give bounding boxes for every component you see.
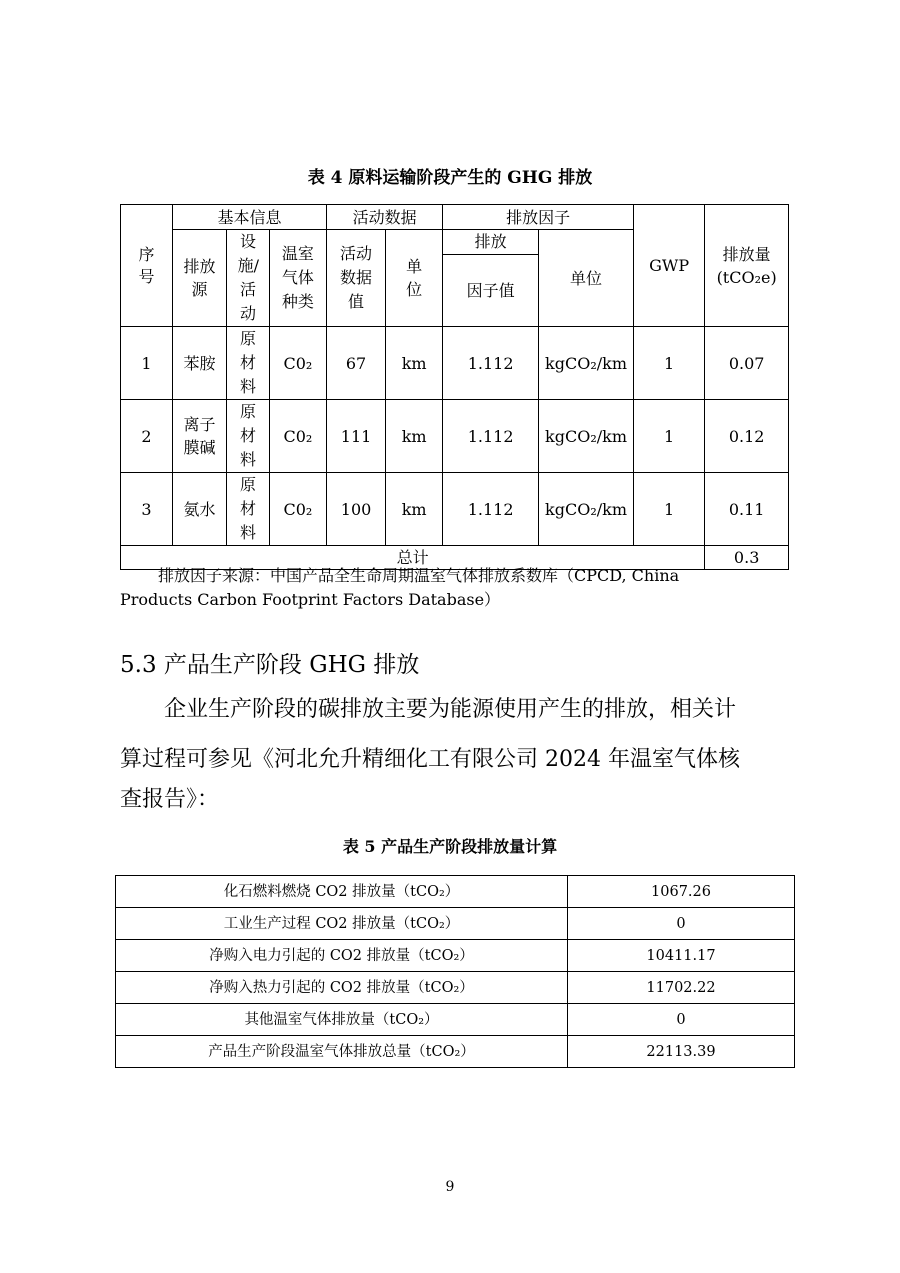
row-source: 氨水 [173, 473, 227, 546]
row-value: 67 [326, 327, 385, 400]
header-seq: 序号 [121, 205, 173, 327]
header-facility: 设施/活动 [227, 230, 270, 327]
page-number: 9 [445, 1179, 455, 1195]
table-row [116, 940, 795, 972]
row-ef: 1.112 [443, 327, 539, 400]
source-note-line1: 排放因子来源：中国产品全生命周期温室气体排放系数库（CPCD, China [158, 566, 680, 585]
row-label: 净购入电力引起的 CO2 排放量（tCO₂） [116, 940, 568, 972]
table-row [121, 400, 789, 473]
row-gas: C0₂ [269, 473, 326, 546]
row-label: 产品生产阶段温室气体排放总量（tCO₂） [116, 1036, 568, 1068]
row-value: 111 [326, 400, 385, 473]
row-label: 工业生产过程 CO2 排放量（tCO₂） [116, 908, 568, 940]
row-gwp: 1 [633, 400, 704, 473]
table-row [121, 327, 789, 400]
row-seq: 1 [121, 327, 173, 400]
paragraph-line1: 企业生产阶段的碳排放主要为能源使用产生的排放，相关计 [164, 697, 737, 722]
row-value: 11702.22 [568, 972, 795, 1004]
table4-caption: 表 4 原料运输阶段产生的 GHG 排放 [307, 168, 593, 188]
header-emission-factor: 排放因子 [443, 205, 634, 230]
row-gwp: 1 [633, 473, 704, 546]
row-value: 22113.39 [568, 1036, 795, 1068]
source-note-line2: Products Carbon Footprint Factors Database） [120, 590, 501, 609]
row-ef-unit: kgCO₂/km [539, 327, 634, 400]
row-value: 10411.17 [568, 940, 795, 972]
row-source: 离子膜碱 [173, 400, 227, 473]
row-seq: 2 [121, 400, 173, 473]
row-unit: km [386, 473, 443, 546]
row-value: 0 [568, 1004, 795, 1036]
row-source: 苯胺 [173, 327, 227, 400]
paragraph-line3: 查报告》： [120, 787, 220, 812]
row-label: 净购入热力引起的 CO2 排放量（tCO₂） [116, 972, 568, 1004]
header-gas: 温室气体种类 [269, 230, 326, 327]
row-facility: 原材料 [227, 400, 270, 473]
transport-emissions-table [120, 204, 789, 570]
header-emissions: 排放量(tCO₂e) [705, 205, 789, 327]
row-unit: km [386, 327, 443, 400]
row-ef-unit: kgCO₂/km [539, 473, 634, 546]
row-facility: 原材料 [227, 473, 270, 546]
row-label: 化石燃料燃烧 CO2 排放量（tCO₂） [116, 876, 568, 908]
row-emissions: 0.07 [705, 327, 789, 400]
header-activity-value: 活动数据值 [326, 230, 385, 327]
row-value: 1067.26 [568, 876, 795, 908]
header-ef-value: 因子值 [443, 254, 539, 326]
table-row [116, 1036, 795, 1068]
header-gwp: GWP [633, 205, 704, 327]
row-gas: C0₂ [269, 327, 326, 400]
row-unit: km [386, 400, 443, 473]
row-ef: 1.112 [443, 400, 539, 473]
row-emissions: 0.11 [705, 473, 789, 546]
table-row [116, 972, 795, 1004]
row-value: 100 [326, 473, 385, 546]
total-value: 0.3 [705, 546, 789, 570]
row-label: 其他温室气体排放量（tCO₂） [116, 1004, 568, 1036]
table5-caption: 表 5 产品生产阶段排放量计算 [342, 837, 558, 856]
row-seq: 3 [121, 473, 173, 546]
header-basic-info: 基本信息 [173, 205, 327, 230]
table-row [121, 473, 789, 546]
table-row [116, 1004, 795, 1036]
table-row [116, 876, 795, 908]
paragraph-line2: 算过程可参见《河北允升精细化工有限公司 2024 年温室气体核 [120, 747, 740, 772]
production-emissions-table [115, 875, 795, 1068]
table-row [116, 908, 795, 940]
header-activity-unit: 单位 [386, 230, 443, 327]
section-heading: 5.3 产品生产阶段 GHG 排放 [120, 652, 420, 678]
row-ef-unit: kgCO₂/km [539, 400, 634, 473]
row-gas: C0₂ [269, 400, 326, 473]
header-source: 排放源 [173, 230, 227, 327]
row-gwp: 1 [633, 327, 704, 400]
row-facility: 原材料 [227, 327, 270, 400]
row-ef: 1.112 [443, 473, 539, 546]
header-ef-top: 排放 [443, 230, 539, 255]
header-activity-data: 活动数据 [326, 205, 442, 230]
row-emissions: 0.12 [705, 400, 789, 473]
header-ef-unit: 单位 [539, 230, 634, 327]
row-value: 0 [568, 908, 795, 940]
total-label: 总计 [121, 546, 705, 570]
